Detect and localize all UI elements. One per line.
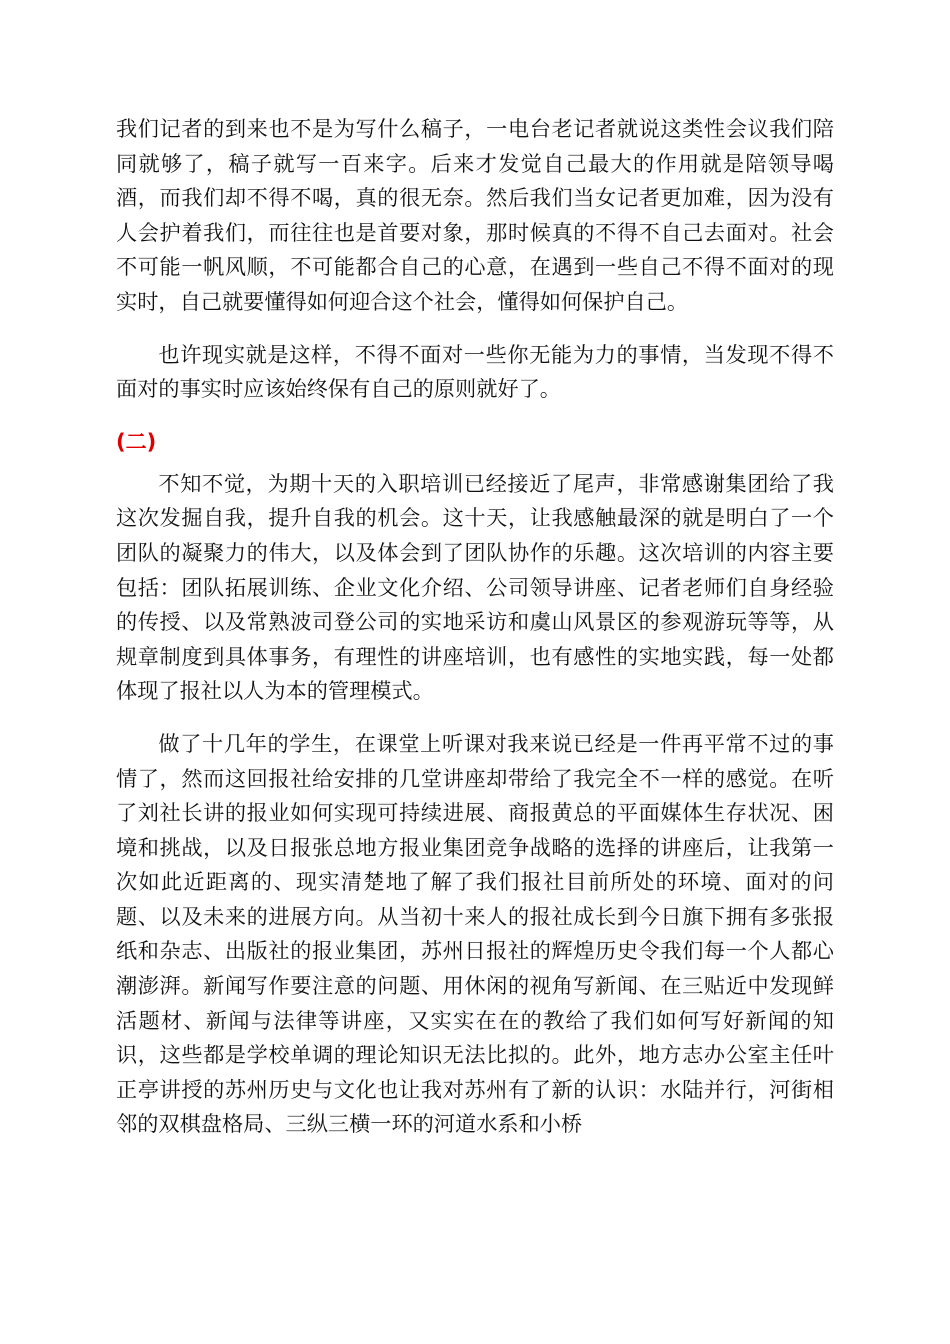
document-page	[116, 112, 834, 1142]
paragraph-reality: 也许现实就是这样，不得不面对一些你无能为力的事情，当发现不得不面对的事实时应该始终保有自己的原则就好了。	[116, 341, 834, 402]
paragraph-lectures: 做了十几年的学生，在课堂上听课对我来说已经是一件再平常不过的事情了，然而这回报社给安排的几堂讲座却带给了我完全不一样的感觉。在听了刘社长讲的报业如何实现可持续进展、商报黄总的平面媒体生存状况、困境和挑战，以及日报张总地方报业集团竞争战略的选择的讲座后，让我第一次如此近距离的、现实清楚地了解了我们报社目前所处的环境、面对的问题、以及未来的进展方向。从当初十来人的报社成长到今日旗下拥有多张报纸和杂志、出版社的报业集团，苏州日报社的辉煌历史令我们每一个人都心潮澎湃。新闻写作要注意的问题、用休闲的视角写新闻、在三贴近中发现鲜活题材、新闻与法律等讲座，又实实在在的教给了我们如何写好新闻的知识，这些都是学校单调的理论知识无法比拟的。此外，地方志办公室主任叶正亭讲授的苏州历史与文化也让我对苏州有了新的认识：水陆并行，河街相邻的双棋盘格局、三纵三横一环的河道水系和小桥	[116, 730, 834, 1137]
paragraph-continued: 我们记者的到来也不是为写什么稿子，一电台老记者就说这类性会议我们陪同就够了，稿子就写一百来字。后来才发觉自己最大的作用就是陪领导喝酒，而我们却不得不喝，真的很无奈。然后我们当女记者更加难，因为没有人会护着我们，而往往也是首要对象，那时候真的不得不自己去面对。社会不可能一帆风顺，不可能都合自己的心意，在遇到一些自己不得不面对的现实时，自己就要懂得如何迎合这个社会，懂得如何保护自己。	[116, 116, 834, 314]
section-heading: (二)	[116, 429, 157, 454]
paragraph-training-intro: 不知不觉，为期十天的入职培训已经接近了尾声，非常感谢集团给了我这次发掘自我，提升自我的机会。这十天，让我感触最深的就是明白了一个团队的凝聚力的伟大，以及体会到了团队协作的乐趣。这次培训的内容主要包括：团队拓展训练、企业文化介绍、公司领导讲座、记者老师们自身经验的传授、以及常熟波司登公司的实地采访和虞山风景区的参观游玩等等，从规章制度到具体事务，有理性的讲座培训，也有感性的实地实践，每一处都体现了报社以人为本的管理模式。	[116, 470, 834, 704]
